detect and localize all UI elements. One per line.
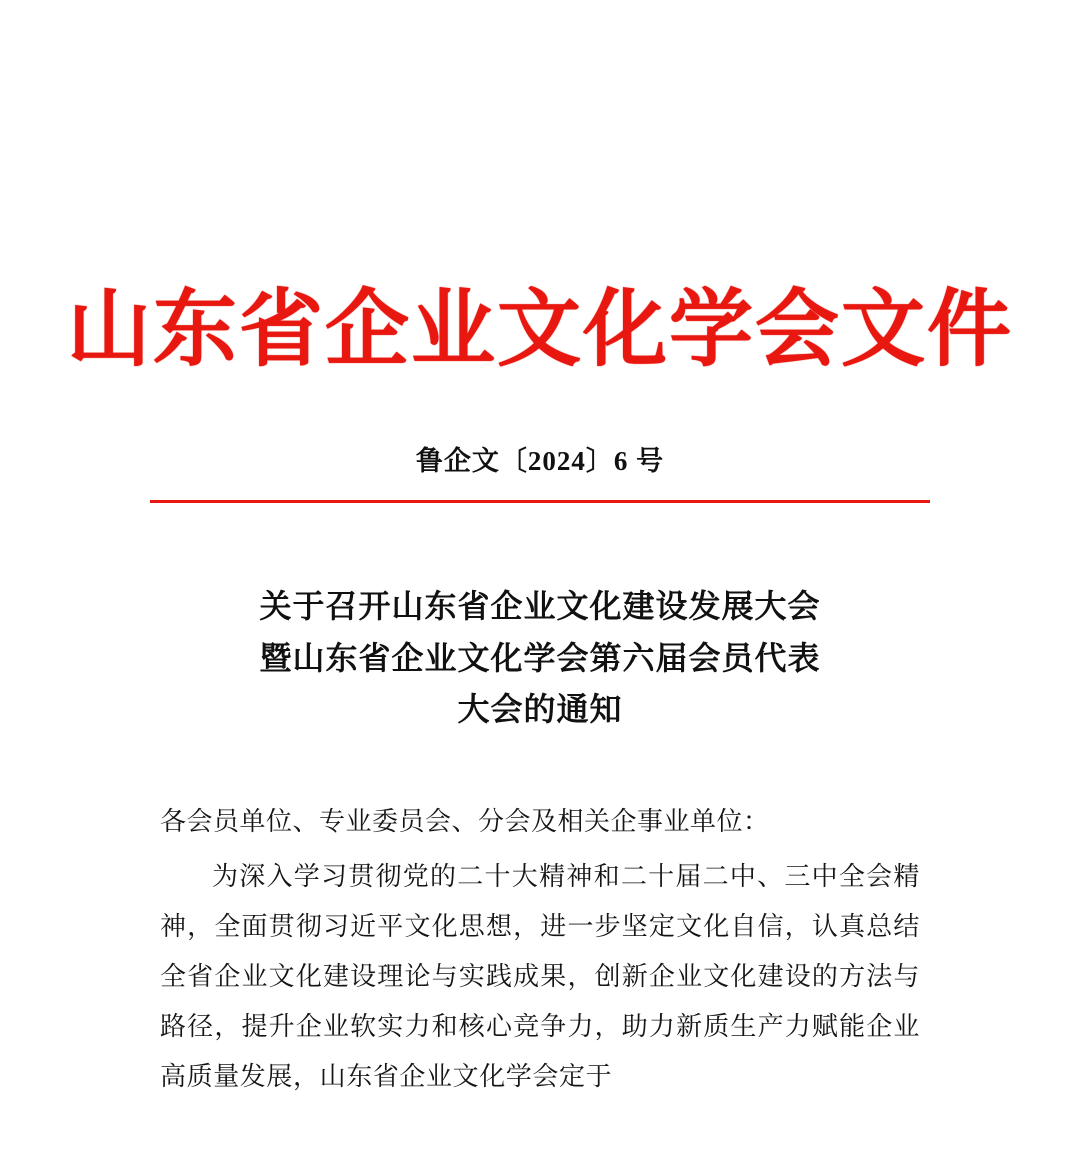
letterhead-title: 山东省企业文化学会文件 [66,284,1013,377]
page-title-line-1: 关于召开山东省企业文化建设发展大会 [259,588,821,625]
document-number: 鲁企文〔2024〕6 号 [415,446,665,477]
document-body [160,503,920,1101]
letterhead [0,0,1080,503]
body-paragraph: 为深入学习贯彻党的二十大精神和二十届二中、三中全会精神，全面贯彻习近平文化思想，进一步坚定文化自信，认真总结全省企业文化建设理论与实践成果，创新企业文化建设的方法与路径，提升企业软实力和核心竞争力，助力新质生产力赋能企业高质量发展，山东省企业文化学会定于 [160,862,920,1091]
page-title-line-3: 大会的通知 [457,690,623,727]
page-title [160,581,920,735]
page-title-line-2: 暨山东省企业文化学会第六届会员代表 [259,639,821,676]
salutation: 各会员单位、专业委员会、分会及相关企事业单位： [160,806,770,836]
